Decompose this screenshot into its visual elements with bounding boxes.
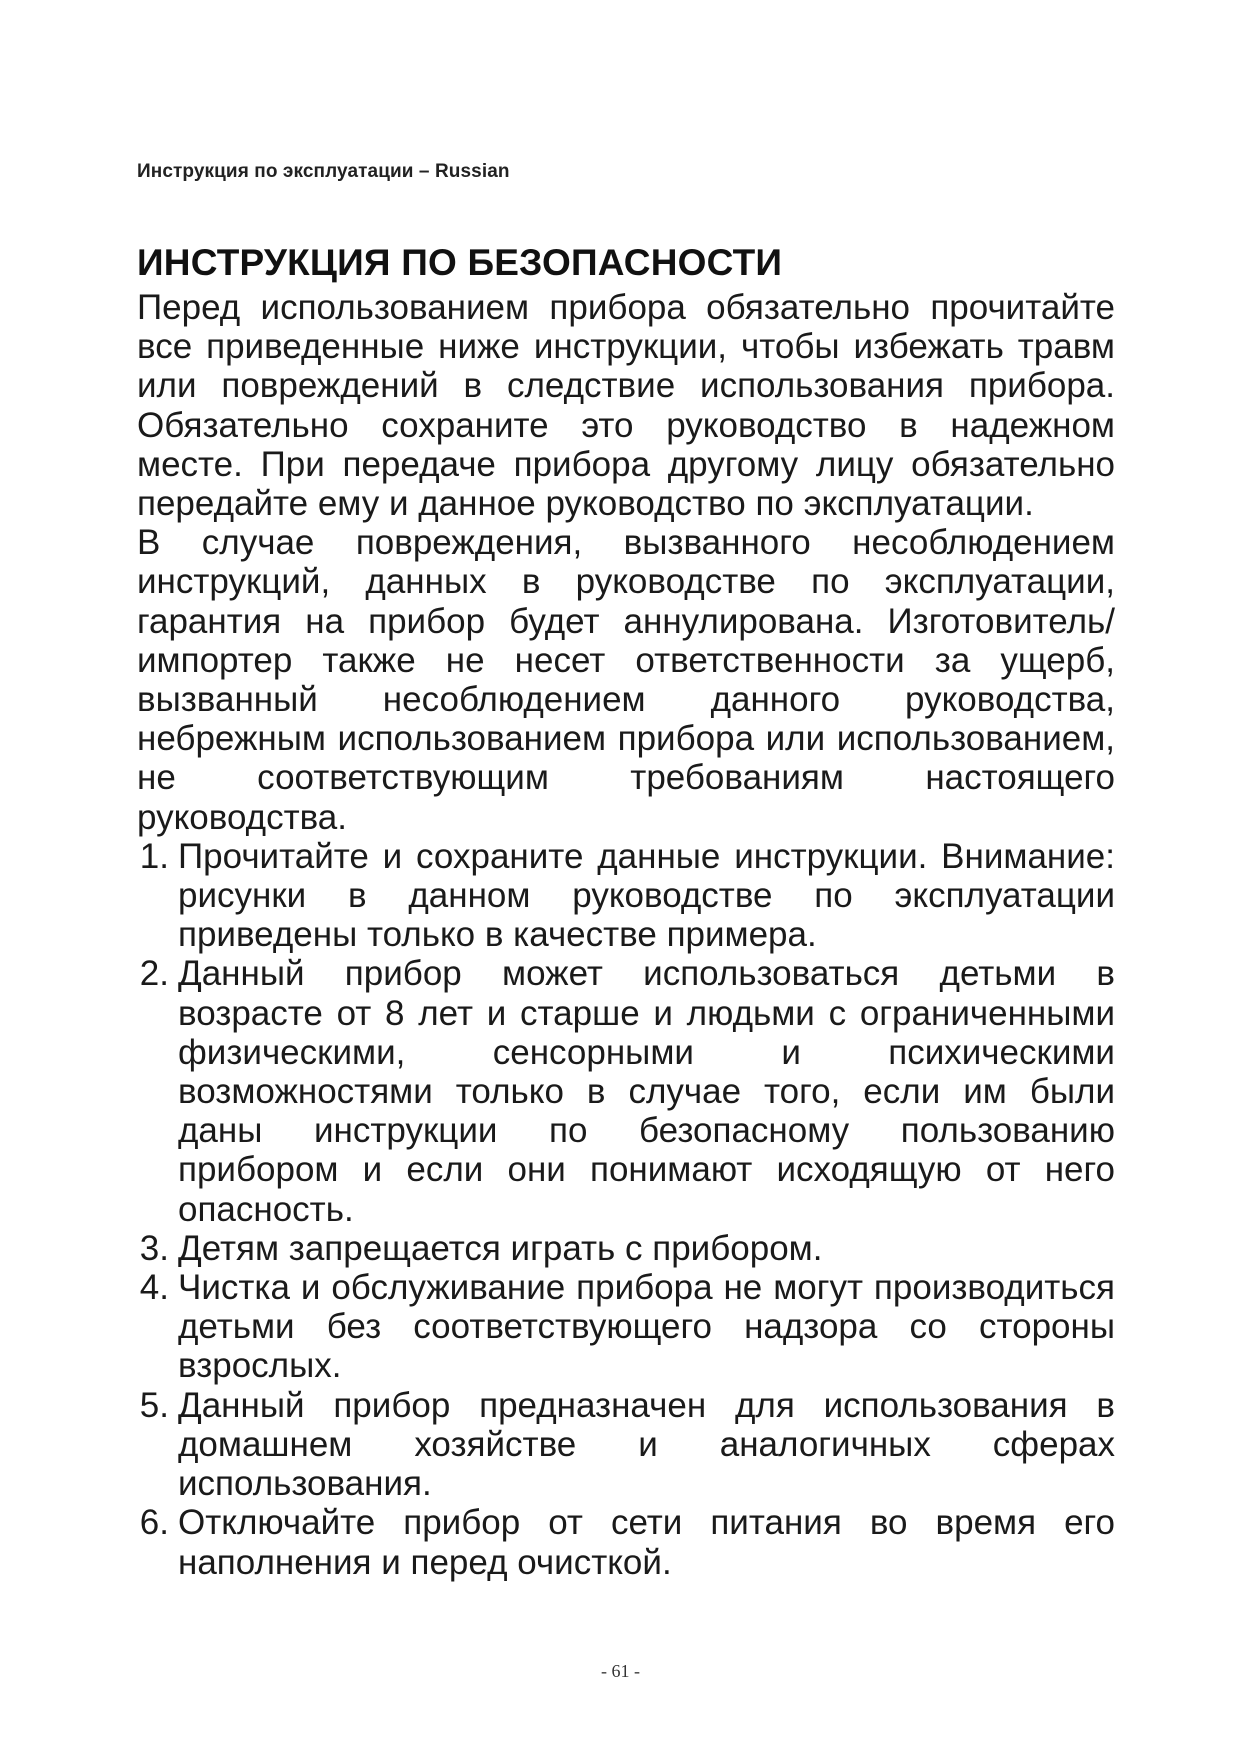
section-title: ИНСТРУКЦИЯ ПО БЕЗОПАСНОСТИ xyxy=(137,242,783,283)
list-item-text: Чистка и обслуживание прибора не могут производиться детьми без соответствующего надзора со стороны взрослых. xyxy=(178,1268,1115,1386)
list-item-number: 3. xyxy=(139,1228,169,1268)
list-item-text: Детям запрещается играть с прибором. xyxy=(178,1228,823,1268)
list-item xyxy=(137,954,1115,1228)
list-item-number: 1. xyxy=(139,836,169,876)
list-item-number: 2. xyxy=(139,954,169,994)
list-item xyxy=(137,1229,1115,1268)
running-header: Инструкция по эксплуатации – Russian xyxy=(137,161,510,182)
intro-paragraph: Перед использованием прибора обязательно прочитайте все приведенные ниже инструкции, чтобы избежать травм или повреждений в следствие использования прибора. Обязательно сохраните это руководство в надежном месте. При передаче прибора другому лицу обязательно передайте ему и данное руководство по эксплуатации. xyxy=(137,288,1115,524)
list-item-text: Данный прибор может использоваться детьми в возрасте от 8 лет и старше и людьми с ограниченными физическими, сенсорными и психическими возможностями только в случае того, если им были даны инструкции по безопасному пользованию прибором и если они понимают исходящую от него опасность. xyxy=(178,954,1115,1229)
list-item xyxy=(137,837,1115,955)
list-item xyxy=(137,1268,1115,1386)
list-item-text: Прочитайте и сохраните данные инструкции. Внимание: рисунки в данном руководстве по эксплуатации приведены только в качестве примера. xyxy=(178,836,1115,955)
list-item-text: Данный прибор предназначен для использования в домашнем хозяйстве и аналогичных сферах использования. xyxy=(178,1385,1115,1504)
safety-section xyxy=(137,240,1115,1582)
list-item-number: 5. xyxy=(139,1385,169,1425)
list-item-number: 6. xyxy=(139,1503,169,1543)
safety-instructions-list xyxy=(137,837,1115,1582)
list-item-text: Отключайте прибор от сети питания во время его наполнения и перед очисткой. xyxy=(178,1503,1115,1582)
list-item-number: 4. xyxy=(139,1268,169,1308)
page-number: - 61 - xyxy=(601,1661,640,1681)
list-item xyxy=(137,1386,1115,1504)
list-item xyxy=(137,1503,1115,1581)
warranty-paragraph: В случае повреждения, вызванного несоблюдением инструкций, данных в руководстве по эксплуатации, гарантия на прибор будет аннулирована. Изготовитель/импортер также не несет ответственности за ущерб, вызванный несоблюдением данного руководства, небрежным использованием прибора или использованием, не соответствующим требованиям настоящего руководства. xyxy=(137,523,1115,837)
